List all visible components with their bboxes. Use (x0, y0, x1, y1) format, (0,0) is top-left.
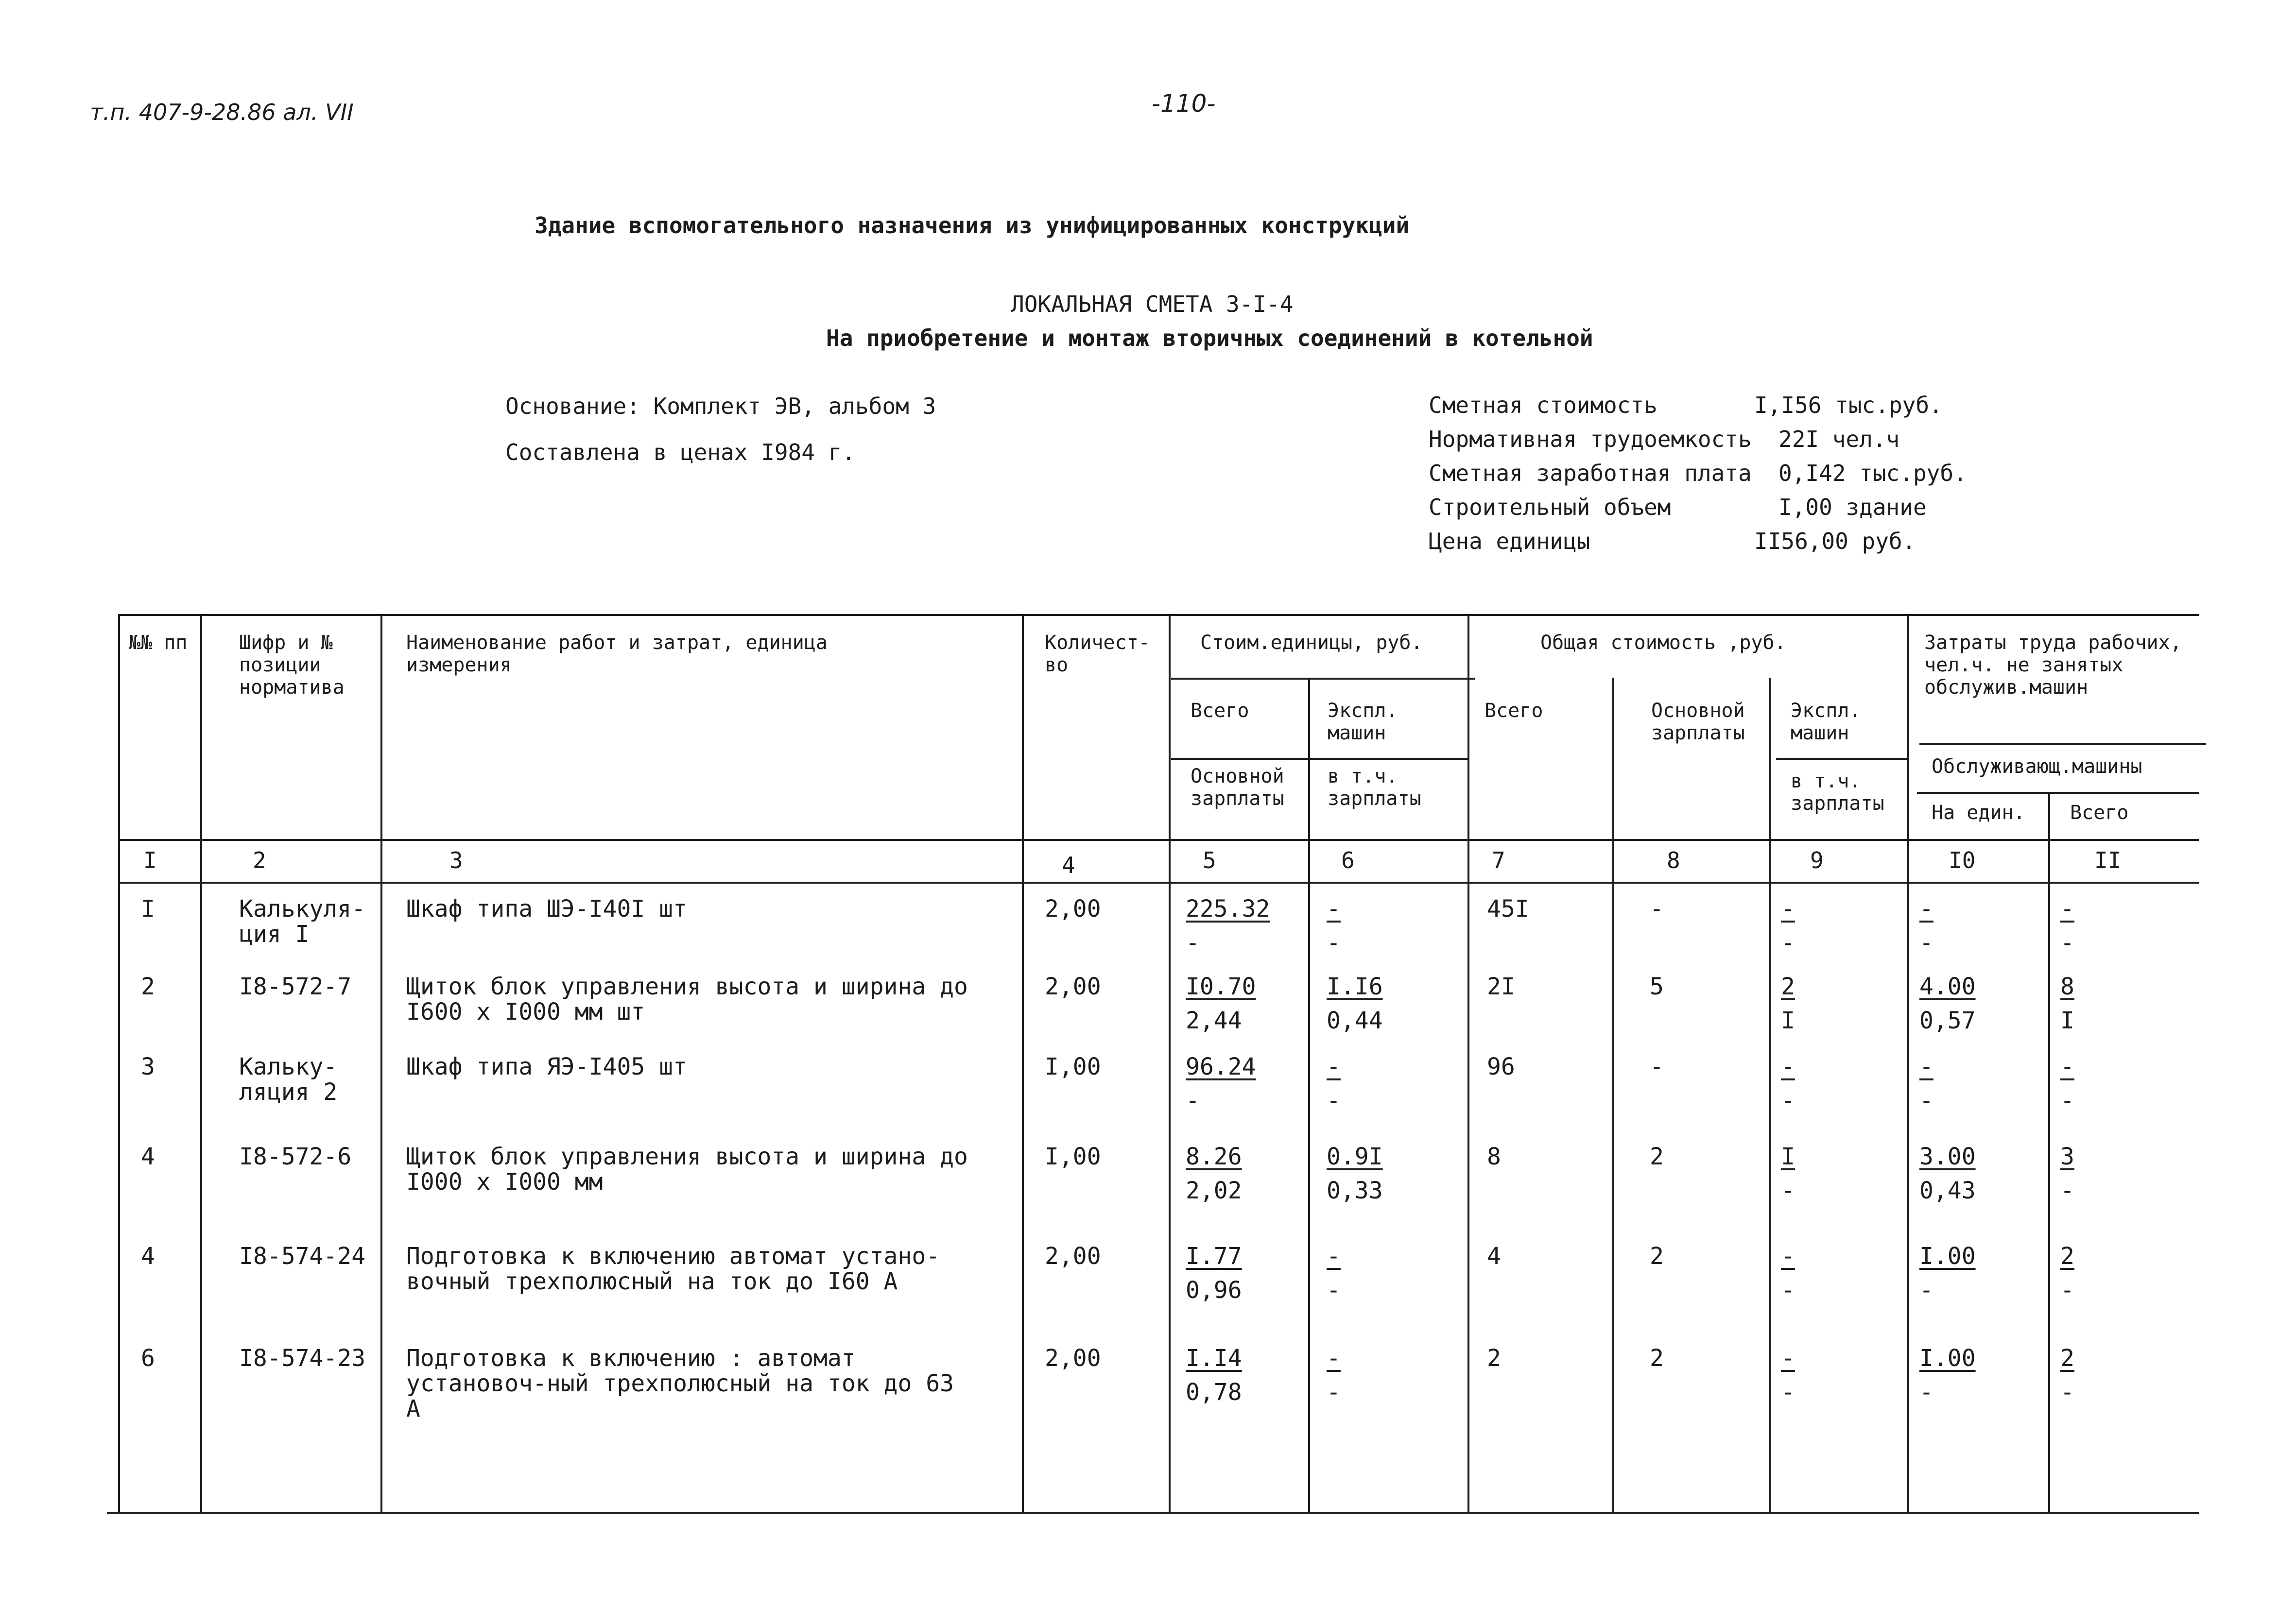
summary-value: 22I чел.ч (1778, 426, 1900, 452)
unit-machines-value: - (1327, 1345, 1341, 1372)
labor-total-wages-value: - (2060, 1277, 2074, 1304)
header-item-number: №№ пп (129, 632, 188, 654)
unit-total-value: I.77 (1186, 1243, 1242, 1270)
header-bottom-rule (119, 839, 2199, 841)
header-rule (1171, 678, 1475, 680)
unit-machines-value: - (1327, 1053, 1341, 1080)
row-code: I8-572-7 (239, 973, 352, 1000)
unit-machines-wages-value: - (1327, 1379, 1341, 1406)
row-work-name: Щиток блок управления высота и ширина до I600 х I000 мм шт (406, 973, 968, 1026)
labor-per-unit-value: - (1919, 1053, 1933, 1080)
summary-value: I,I56 тыс.руб. (1754, 392, 1943, 418)
column-number: I (143, 847, 157, 873)
summary-value: II56,00 руб. (1754, 528, 1916, 554)
labor-per-unit-value: I.00 (1919, 1243, 1976, 1270)
unit-total-wages-value: 0,78 (1186, 1379, 1242, 1406)
row-number: 4 (141, 1243, 155, 1270)
total-machines-value: - (1781, 1345, 1795, 1372)
column-number: 5 (1203, 847, 1216, 873)
total-wages-value: 2 (1650, 1345, 1664, 1372)
header-labor-serving: Обслуживающ.машины (1932, 755, 2142, 778)
column-rule (1769, 678, 1771, 1514)
unit-total-value: 96.24 (1186, 1053, 1256, 1080)
labor-per-unit-wages-value: - (1919, 1379, 1933, 1406)
labor-total-value: 8 (2060, 973, 2074, 1000)
column-number: 4 (1062, 852, 1075, 878)
unit-machines-wages-value: - (1327, 1277, 1341, 1304)
header-labor-per-unit: На един. (1932, 802, 2025, 824)
unit-machines-wages-value: - (1327, 1087, 1341, 1114)
row-quantity: 2,00 (1045, 1345, 1101, 1372)
labor-total-value: 2 (2060, 1345, 2074, 1372)
total-cost-value: 8 (1487, 1143, 1501, 1170)
unit-machines-value: I.I6 (1327, 973, 1383, 1000)
unit-total-wages-value: - (1186, 929, 1200, 957)
unit-total-value: I0.70 (1186, 973, 1256, 1000)
labor-per-unit-value: 4.00 (1919, 973, 1976, 1000)
row-quantity: I,00 (1045, 1053, 1101, 1080)
basis-line: Основание: Комплект ЭВ, альбом 3 (505, 393, 936, 419)
row-work-name: Подготовка к включению автомат устано-вочный трехполюсный на ток до I60 А (406, 1243, 940, 1295)
column-rule (2048, 792, 2050, 1514)
building-title: Здание вспомогательного назначения из унифицированных конструкций (535, 212, 1410, 239)
labor-per-unit-wages-value: 0,43 (1919, 1177, 1976, 1204)
column-number: 2 (253, 847, 266, 873)
unit-machines-value: - (1327, 895, 1341, 923)
labor-total-wages-value: I (2060, 1007, 2074, 1034)
column-number: II (2094, 847, 2122, 873)
header-unit-incl-wages: в т.ч. зарплаты (1328, 765, 1421, 810)
table-bottom-rule (107, 1512, 2199, 1514)
summary-label: Цена единицы (1429, 528, 1590, 554)
column-rule (1169, 614, 1171, 1514)
labor-total-value: - (2060, 895, 2074, 923)
header-labor-total: Всего (2070, 802, 2129, 824)
column-rule (1612, 678, 1614, 1514)
row-number: 4 (141, 1143, 155, 1170)
summary-label: Сметная заработная плата (1429, 460, 1752, 486)
labor-per-unit-wages-value: - (1919, 1277, 1933, 1304)
labor-per-unit-wages-value: - (1919, 1087, 1933, 1114)
labor-total-wages-value: - (2060, 1177, 2074, 1204)
unit-total-wages-value: - (1186, 1087, 1200, 1114)
row-code: I8-574-23 (239, 1345, 366, 1372)
total-cost-value: 96 (1487, 1053, 1515, 1080)
row-code: Калькуля-ция I (239, 895, 366, 948)
unit-total-value: 8.26 (1186, 1143, 1242, 1170)
column-number: 7 (1492, 847, 1505, 873)
header-labor: Затраты труда рабочих, чел.ч. не занятых обслужив.машин (1924, 632, 2182, 699)
header-unit-machines: Экспл. машин (1328, 700, 1398, 744)
unit-machines-wages-value: 0,33 (1327, 1177, 1383, 1204)
summary-value: I,00 здание (1778, 494, 1927, 520)
unit-total-wages-value: 2,02 (1186, 1177, 1242, 1204)
labor-total-wages-value: - (2060, 1379, 2074, 1406)
column-rule (1467, 614, 1469, 1514)
total-machines-wages-value: - (1781, 1087, 1795, 1114)
labor-total-wages-value: - (2060, 1087, 2074, 1114)
summary-label: Строительный объем (1429, 494, 1671, 520)
total-wages-value: 2 (1650, 1143, 1664, 1170)
header-rule (1171, 758, 1467, 760)
row-code: I8-574-24 (239, 1243, 366, 1270)
labor-per-unit-wages-value: 0,57 (1919, 1007, 1976, 1034)
row-code: Кальку-ляция 2 (239, 1053, 338, 1106)
labor-per-unit-value: I.00 (1919, 1345, 1976, 1372)
total-wages-value: - (1650, 1053, 1664, 1080)
total-cost-value: 2I (1487, 973, 1515, 1000)
total-machines-wages-value: - (1781, 929, 1795, 957)
header-unit-cost: Стоим.единицы, руб. (1200, 632, 1423, 654)
row-code: I8-572-6 (239, 1143, 352, 1170)
page-number: -110- (1152, 89, 1216, 118)
column-number: 6 (1341, 847, 1355, 873)
estimate-purpose: На приобретение и монтаж вторичных соединений в котельной (826, 325, 1593, 351)
unit-total-value: 225.32 (1186, 895, 1270, 923)
total-wages-value: - (1650, 895, 1664, 923)
total-machines-value: - (1781, 895, 1795, 923)
total-wages-value: 5 (1650, 973, 1664, 1000)
row-work-name: Щиток блок управления высота и ширина до I000 х I000 мм (406, 1143, 968, 1196)
labor-per-unit-value: - (1919, 895, 1933, 923)
row-quantity: 2,00 (1045, 973, 1101, 1000)
column-rule (380, 614, 382, 1514)
row-work-name: Шкаф типа ЯЭ-I405 шт (406, 1053, 687, 1080)
row-number: 6 (141, 1345, 155, 1372)
header-rule (1919, 743, 2206, 745)
header-total-all: Всего (1485, 700, 1543, 722)
labor-per-unit-wages-value: - (1919, 929, 1933, 957)
header-total-incl-wages: в т.ч. зарплаты (1791, 770, 1884, 815)
row-quantity: 2,00 (1045, 1243, 1101, 1270)
header-total-cost: Общая стоимость ,руб. (1540, 632, 1786, 654)
row-number: 3 (141, 1053, 155, 1080)
total-machines-value: 2 (1781, 973, 1795, 1000)
estimate-title: ЛОКАЛЬНАЯ СМЕТА 3-I-4 (1011, 291, 1294, 317)
header-rule (1917, 792, 2199, 794)
unit-total-wages-value: 0,96 (1186, 1277, 1242, 1304)
column-number: 8 (1667, 847, 1680, 873)
column-rule (200, 614, 202, 1514)
total-cost-value: 2 (1487, 1345, 1501, 1372)
column-rule (1022, 614, 1024, 1514)
unit-machines-value: - (1327, 1243, 1341, 1270)
header-unit-total: Всего (1191, 700, 1249, 722)
row-quantity: I,00 (1045, 1143, 1101, 1170)
header-unit-wages: Основной зарплаты (1191, 765, 1284, 810)
unit-machines-wages-value: - (1327, 929, 1341, 957)
column-numbers-rule (119, 882, 2199, 884)
unit-machines-value: 0.9I (1327, 1143, 1383, 1170)
header-work-name: Наименование работ и затрат, единица измерения (406, 632, 828, 676)
summary-value: 0,I42 тыс.руб. (1778, 460, 1967, 486)
labor-per-unit-value: 3.00 (1919, 1143, 1976, 1170)
header-code: Шифр и № позиции норматива (239, 632, 345, 699)
total-machines-value: - (1781, 1243, 1795, 1270)
column-rule (1907, 614, 1909, 1514)
labor-total-wages-value: - (2060, 929, 2074, 957)
column-number: 3 (449, 847, 463, 873)
total-machines-wages-value: - (1781, 1177, 1795, 1204)
total-machines-wages-value: I (1781, 1007, 1795, 1034)
total-machines-wages-value: - (1781, 1277, 1795, 1304)
header-quantity: Количест-во (1045, 632, 1150, 676)
summary-label: Нормативная трудоемкость (1429, 426, 1752, 452)
column-number: I0 (1949, 847, 1976, 873)
labor-total-value: 2 (2060, 1243, 2074, 1270)
summary-label: Сметная стоимость (1429, 392, 1657, 418)
row-number: 2 (141, 973, 155, 1000)
total-machines-wages-value: - (1781, 1379, 1795, 1406)
total-cost-value: 45I (1487, 895, 1529, 923)
column-rule (118, 614, 120, 1514)
row-number: I (141, 895, 155, 923)
total-wages-value: 2 (1650, 1243, 1664, 1270)
column-number: 9 (1810, 847, 1824, 873)
document-code-stamp: т.п. 407-9-28.86 ал. VII (90, 99, 354, 125)
unit-total-wages-value: 2,44 (1186, 1007, 1242, 1034)
total-machines-value: I (1781, 1143, 1795, 1170)
unit-machines-wages-value: 0,44 (1327, 1007, 1383, 1034)
labor-total-value: 3 (2060, 1143, 2074, 1170)
price-year-line: Составлена в ценах I984 г. (505, 439, 856, 465)
row-work-name: Подготовка к включению : автомат установоч-ный трехполюсный на ток до 63 А (406, 1345, 954, 1422)
labor-total-value: - (2060, 1053, 2074, 1080)
column-rule (1308, 678, 1310, 1514)
header-rule (1776, 758, 1907, 760)
header-total-wages: Основной зарплаты (1651, 700, 1745, 744)
table-top-rule (119, 614, 2199, 616)
total-cost-value: 4 (1487, 1243, 1501, 1270)
total-machines-value: - (1781, 1053, 1795, 1080)
row-quantity: 2,00 (1045, 895, 1101, 923)
header-total-machines: Экспл. машин (1791, 700, 1861, 744)
unit-total-value: I.I4 (1186, 1345, 1242, 1372)
row-work-name: Шкаф типа ШЭ-I40I шт (406, 895, 687, 923)
